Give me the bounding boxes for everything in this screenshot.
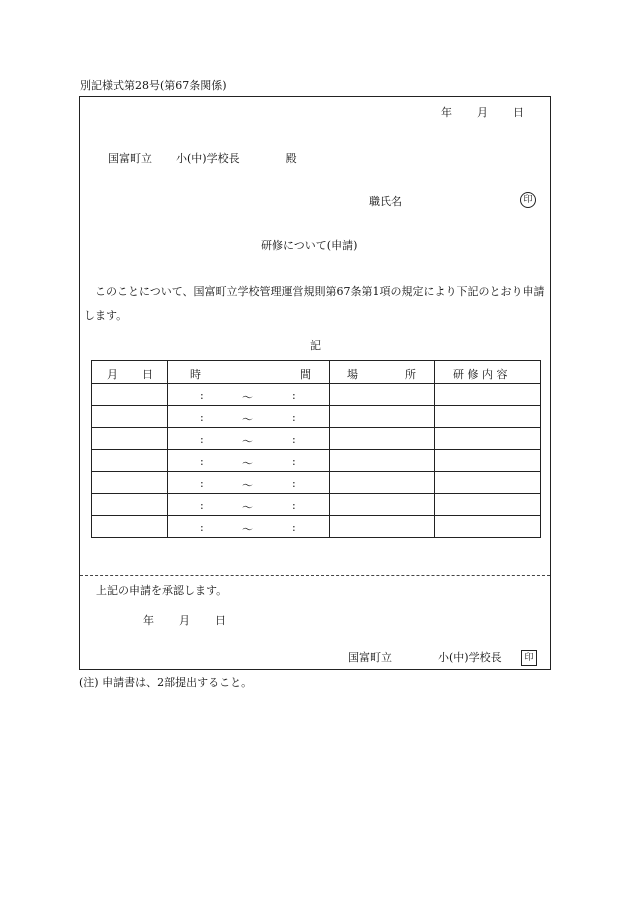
dashed-divider <box>80 575 550 576</box>
approval-year: 年 <box>143 614 154 627</box>
approval-text: 上記の申請を承認します。 <box>96 584 228 597</box>
approval-day: 日 <box>215 614 226 627</box>
time-tilde: 〜 <box>242 501 253 514</box>
place-cell[interactable] <box>330 406 435 428</box>
time-colon-start: : <box>200 521 204 534</box>
date-cell[interactable] <box>92 494 168 516</box>
time-colon-end: : <box>292 499 296 512</box>
time-colon-end: : <box>292 477 296 490</box>
header-place-left: 場 <box>347 368 358 381</box>
time-colon-end: : <box>292 521 296 534</box>
header-place <box>330 361 435 384</box>
date-cell[interactable] <box>92 450 168 472</box>
schedule-table <box>91 360 541 538</box>
place-cell[interactable] <box>330 494 435 516</box>
form-caption: 別記様式第28号(第67条関係) <box>80 79 227 92</box>
time-cell[interactable] <box>168 494 330 516</box>
ki-heading: 記 <box>310 339 321 352</box>
date-cell[interactable] <box>92 472 168 494</box>
addressee-honorific: 殿 <box>285 152 297 165</box>
principal-school: 小(中)学校長 <box>438 651 502 664</box>
body-paragraph: このことについて、国富町立学校管理運営規則第67条第1項の規定により下記のとおり申請します。 <box>84 285 545 322</box>
header-time-left: 時 <box>190 368 201 381</box>
time-colon-end: : <box>292 411 296 424</box>
header-time <box>168 361 330 384</box>
time-tilde: 〜 <box>242 457 253 470</box>
day-label: 日 <box>513 106 524 119</box>
month-label: 月 <box>477 106 488 119</box>
principal-town: 国富町立 <box>348 651 392 664</box>
header-content <box>435 361 541 384</box>
date-cell[interactable] <box>92 516 168 538</box>
table-row <box>92 406 541 428</box>
time-cell[interactable] <box>168 516 330 538</box>
time-tilde: 〜 <box>242 479 253 492</box>
header-month: 月 <box>107 368 118 381</box>
table-row <box>92 428 541 450</box>
time-tilde: 〜 <box>242 435 253 448</box>
table-row <box>92 472 541 494</box>
submission-date <box>441 107 524 118</box>
content-cell[interactable] <box>435 494 541 516</box>
header-content-label: 研 修 内 容 <box>453 368 508 381</box>
content-cell[interactable] <box>435 450 541 472</box>
place-cell[interactable] <box>330 384 435 406</box>
table-row <box>92 516 541 538</box>
time-tilde: 〜 <box>242 523 253 536</box>
time-cell[interactable] <box>168 428 330 450</box>
addressee-town: 国富町立 <box>108 152 152 165</box>
time-cell[interactable] <box>168 406 330 428</box>
table-body <box>92 384 541 538</box>
time-colon-start: : <box>200 411 204 424</box>
place-cell[interactable] <box>330 472 435 494</box>
table-header-row <box>92 361 541 384</box>
content-cell[interactable] <box>435 428 541 450</box>
time-cell[interactable] <box>168 384 330 406</box>
time-tilde: 〜 <box>242 413 253 426</box>
table-row <box>92 494 541 516</box>
date-cell[interactable] <box>92 406 168 428</box>
time-tilde: 〜 <box>242 391 253 404</box>
year-label: 年 <box>441 106 452 119</box>
document-title: 研修について(申請) <box>261 239 358 252</box>
content-cell[interactable] <box>435 384 541 406</box>
content-cell[interactable] <box>435 406 541 428</box>
header-place-right: 所 <box>405 368 416 381</box>
table-row <box>92 384 541 406</box>
principal-signature <box>348 652 502 663</box>
date-cell[interactable] <box>92 384 168 406</box>
approval-month: 月 <box>179 614 190 627</box>
place-cell[interactable] <box>330 450 435 472</box>
applicant-seal: 印 <box>520 192 536 208</box>
time-colon-end: : <box>292 433 296 446</box>
approval-date <box>143 615 226 626</box>
header-day: 日 <box>142 368 153 381</box>
header-time-right: 間 <box>300 368 311 381</box>
time-colon-start: : <box>200 389 204 402</box>
place-cell[interactable] <box>330 428 435 450</box>
addressee <box>108 153 297 164</box>
time-colon-end: : <box>292 455 296 468</box>
footnote: (注) 申請書は、2部提出すること。 <box>79 676 253 689</box>
date-cell[interactable] <box>92 428 168 450</box>
content-cell[interactable] <box>435 472 541 494</box>
time-colon-start: : <box>200 477 204 490</box>
time-colon-end: : <box>292 389 296 402</box>
principal-seal: 印 <box>521 650 537 666</box>
time-colon-start: : <box>200 499 204 512</box>
content-cell[interactable] <box>435 516 541 538</box>
addressee-school: 小(中)学校長 <box>176 152 240 165</box>
table-row <box>92 450 541 472</box>
time-cell[interactable] <box>168 450 330 472</box>
time-colon-start: : <box>200 455 204 468</box>
time-colon-start: : <box>200 433 204 446</box>
place-cell[interactable] <box>330 516 435 538</box>
header-date <box>92 361 168 384</box>
time-cell[interactable] <box>168 472 330 494</box>
applicant-name-label: 職氏名 <box>369 195 402 208</box>
